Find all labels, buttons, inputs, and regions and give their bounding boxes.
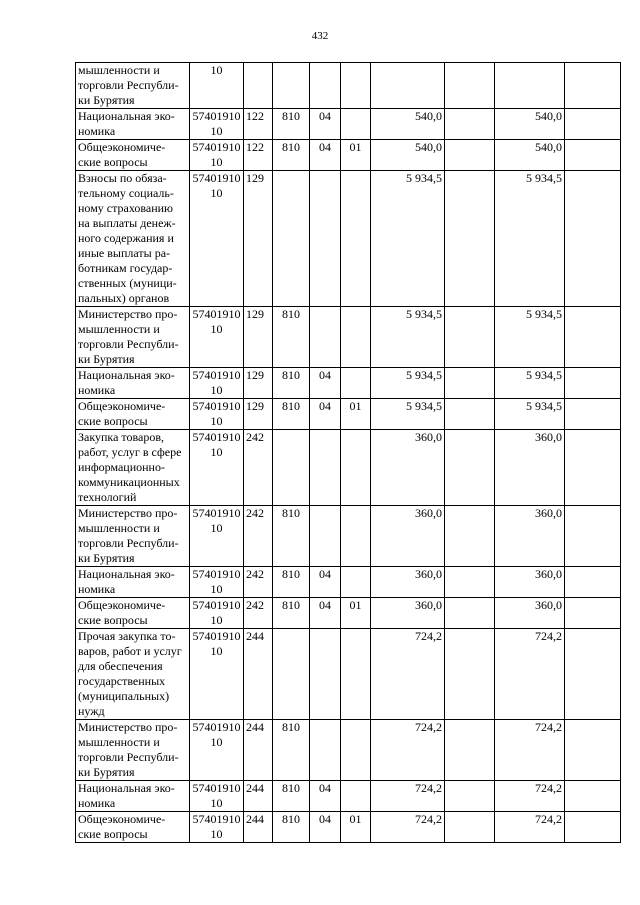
target-article-cell: 10: [190, 63, 244, 109]
table-row: [76, 567, 621, 598]
subsection-cell: 01: [341, 399, 371, 430]
table-row: [76, 171, 621, 307]
table-row: [76, 140, 621, 171]
empty-cell: [445, 629, 495, 720]
table-row: [76, 812, 621, 843]
target-article-cell: 57401910 10: [190, 307, 244, 368]
amount-cell: 724,2: [495, 781, 565, 812]
empty-cell: [445, 63, 495, 109]
row-name-cell: мышленности и торговли Республи- ки Бурятия: [76, 63, 190, 109]
page-number: 432: [311, 30, 329, 42]
section-cell: 04: [310, 368, 341, 399]
table-row: [76, 430, 621, 506]
section-cell: 04: [310, 399, 341, 430]
amount-cell: 5 934,5: [371, 171, 445, 307]
row-name-cell: Национальная эко- номика: [76, 781, 190, 812]
row-name-cell: Прочая закупка то- варов, работ и услуг для обеспечения государственных (муниципальных) нужд: [76, 629, 190, 720]
amount-cell: 724,2: [371, 720, 445, 781]
section-cell: 04: [310, 140, 341, 171]
subsection-cell: [341, 109, 371, 140]
amount-cell: 360,0: [371, 506, 445, 567]
administrator-cell: 810: [273, 109, 310, 140]
row-name-cell: Общеэкономиче- ские вопросы: [76, 399, 190, 430]
empty-cell: [565, 506, 621, 567]
row-name-cell: Национальная эко- номика: [76, 368, 190, 399]
empty-cell: [565, 720, 621, 781]
empty-cell: [565, 781, 621, 812]
empty-cell: [565, 399, 621, 430]
target-article-cell: 57401910 10: [190, 629, 244, 720]
target-article-cell: 57401910 10: [190, 368, 244, 399]
target-article-cell: 57401910 10: [190, 720, 244, 781]
budget-table: [75, 62, 621, 843]
empty-cell: [445, 399, 495, 430]
target-article-cell: 57401910 10: [190, 109, 244, 140]
subsection-cell: [341, 307, 371, 368]
empty-cell: [445, 720, 495, 781]
administrator-cell: 810: [273, 720, 310, 781]
subsection-cell: [341, 720, 371, 781]
amount-cell: [371, 63, 445, 109]
empty-cell: [445, 430, 495, 506]
table-row: [76, 109, 621, 140]
table-row: [76, 781, 621, 812]
subsection-cell: [341, 567, 371, 598]
amount-cell: 724,2: [371, 781, 445, 812]
administrator-cell: 810: [273, 140, 310, 171]
amount-cell: 724,2: [371, 629, 445, 720]
table-row: [76, 368, 621, 399]
empty-cell: [565, 63, 621, 109]
administrator-cell: 810: [273, 307, 310, 368]
target-article-cell: 57401910 10: [190, 140, 244, 171]
empty-cell: [565, 109, 621, 140]
amount-cell: 360,0: [371, 567, 445, 598]
expense-type-cell: 129: [244, 368, 273, 399]
table-row: [76, 720, 621, 781]
subsection-cell: [341, 430, 371, 506]
amount-cell: 5 934,5: [371, 399, 445, 430]
empty-cell: [565, 629, 621, 720]
expense-type-cell: 122: [244, 109, 273, 140]
empty-cell: [565, 171, 621, 307]
subsection-cell: [341, 171, 371, 307]
empty-cell: [565, 368, 621, 399]
section-cell: [310, 506, 341, 567]
administrator-cell: 810: [273, 399, 310, 430]
administrator-cell: 810: [273, 781, 310, 812]
table-row: [76, 506, 621, 567]
expense-type-cell: 122: [244, 140, 273, 171]
empty-cell: [445, 598, 495, 629]
subsection-cell: [341, 63, 371, 109]
amount-cell: 724,2: [495, 812, 565, 843]
empty-cell: [445, 171, 495, 307]
section-cell: 04: [310, 781, 341, 812]
amount-cell: 360,0: [495, 430, 565, 506]
amount-cell: 5 934,5: [495, 307, 565, 368]
expense-type-cell: 244: [244, 812, 273, 843]
row-name-cell: Национальная эко- номика: [76, 109, 190, 140]
empty-cell: [445, 781, 495, 812]
expense-type-cell: 242: [244, 506, 273, 567]
expense-type-cell: 129: [244, 171, 273, 307]
amount-cell: 724,2: [495, 720, 565, 781]
amount-cell: 360,0: [371, 430, 445, 506]
amount-cell: 540,0: [371, 109, 445, 140]
section-cell: [310, 307, 341, 368]
target-article-cell: 57401910 10: [190, 430, 244, 506]
amount-cell: 724,2: [495, 629, 565, 720]
amount-cell: 540,0: [371, 140, 445, 171]
empty-cell: [445, 506, 495, 567]
administrator-cell: 810: [273, 812, 310, 843]
empty-cell: [445, 567, 495, 598]
subsection-cell: [341, 781, 371, 812]
table-row: [76, 63, 621, 109]
empty-cell: [565, 307, 621, 368]
expense-type-cell: 244: [244, 781, 273, 812]
target-article-cell: 57401910 10: [190, 171, 244, 307]
row-name-cell: Министерство про- мышленности и торговли Республи- ки Бурятия: [76, 720, 190, 781]
amount-cell: 360,0: [495, 598, 565, 629]
section-cell: 04: [310, 598, 341, 629]
administrator-cell: 810: [273, 598, 310, 629]
subsection-cell: 01: [341, 598, 371, 629]
target-article-cell: 57401910 10: [190, 598, 244, 629]
empty-cell: [565, 567, 621, 598]
section-cell: 04: [310, 567, 341, 598]
amount-cell: 5 934,5: [495, 171, 565, 307]
section-cell: [310, 430, 341, 506]
administrator-cell: [273, 629, 310, 720]
section-cell: [310, 63, 341, 109]
row-name-cell: Общеэкономиче- ские вопросы: [76, 140, 190, 171]
amount-cell: 540,0: [495, 109, 565, 140]
table-body: [76, 63, 621, 843]
expense-type-cell: 244: [244, 720, 273, 781]
target-article-cell: 57401910 10: [190, 399, 244, 430]
administrator-cell: 810: [273, 368, 310, 399]
empty-cell: [445, 368, 495, 399]
administrator-cell: 810: [273, 567, 310, 598]
table-row: [76, 399, 621, 430]
expense-type-cell: 129: [244, 307, 273, 368]
expense-type-cell: 242: [244, 430, 273, 506]
amount-cell: 724,2: [371, 812, 445, 843]
empty-cell: [445, 307, 495, 368]
amount-cell: 540,0: [495, 140, 565, 171]
amount-cell: 5 934,5: [371, 368, 445, 399]
amount-cell: 5 934,5: [371, 307, 445, 368]
amount-cell: 360,0: [495, 567, 565, 598]
amount-cell: 360,0: [495, 506, 565, 567]
administrator-cell: 810: [273, 506, 310, 567]
row-name-cell: Закупка товаров, работ, услуг в сфере информационно- коммуникационных технологий: [76, 430, 190, 506]
empty-cell: [445, 812, 495, 843]
expense-type-cell: 129: [244, 399, 273, 430]
expense-type-cell: 244: [244, 629, 273, 720]
empty-cell: [565, 812, 621, 843]
amount-cell: 360,0: [371, 598, 445, 629]
subsection-cell: [341, 368, 371, 399]
section-cell: [310, 629, 341, 720]
subsection-cell: 01: [341, 140, 371, 171]
subsection-cell: [341, 629, 371, 720]
administrator-cell: [273, 171, 310, 307]
empty-cell: [445, 109, 495, 140]
row-name-cell: Национальная эко- номика: [76, 567, 190, 598]
table-row: [76, 307, 621, 368]
row-name-cell: Министерство про- мышленности и торговли Республи- ки Бурятия: [76, 307, 190, 368]
target-article-cell: 57401910 10: [190, 812, 244, 843]
amount-cell: [495, 63, 565, 109]
expense-type-cell: 242: [244, 598, 273, 629]
empty-cell: [445, 140, 495, 171]
target-article-cell: 57401910 10: [190, 781, 244, 812]
administrator-cell: [273, 430, 310, 506]
row-name-cell: Взносы по обяза- тельному социаль- ному страхованию на выплаты денеж- ного содержания и иные выплаты ра- ботникам государ- ственных (муници- пальных) органов: [76, 171, 190, 307]
table-row: [76, 598, 621, 629]
empty-cell: [565, 598, 621, 629]
expense-type-cell: [244, 63, 273, 109]
empty-cell: [565, 140, 621, 171]
subsection-cell: [341, 506, 371, 567]
section-cell: 04: [310, 109, 341, 140]
amount-cell: 5 934,5: [495, 368, 565, 399]
administrator-cell: [273, 63, 310, 109]
section-cell: [310, 171, 341, 307]
section-cell: 04: [310, 812, 341, 843]
row-name-cell: Общеэкономиче- ские вопросы: [76, 598, 190, 629]
target-article-cell: 57401910 10: [190, 506, 244, 567]
row-name-cell: Министерство про- мышленности и торговли Республи- ки Бурятия: [76, 506, 190, 567]
expense-type-cell: 242: [244, 567, 273, 598]
section-cell: [310, 720, 341, 781]
amount-cell: 5 934,5: [495, 399, 565, 430]
row-name-cell: Общеэкономиче- ские вопросы: [76, 812, 190, 843]
target-article-cell: 57401910 10: [190, 567, 244, 598]
empty-cell: [565, 430, 621, 506]
subsection-cell: 01: [341, 812, 371, 843]
table-row: [76, 629, 621, 720]
